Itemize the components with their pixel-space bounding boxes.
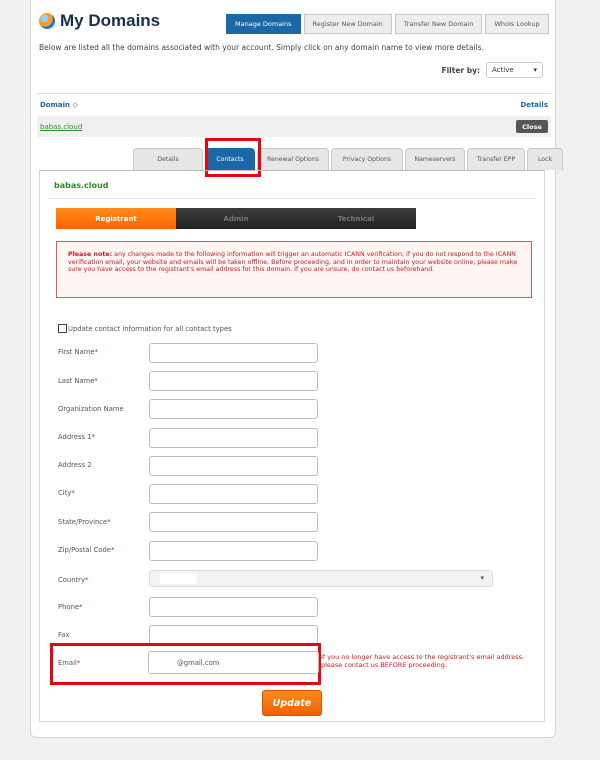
organization-name-label: Organization Name: [58, 405, 124, 413]
fax-label: Fax: [58, 631, 70, 639]
status-filter-value: Active: [492, 66, 514, 74]
state-province-field[interactable]: [149, 512, 318, 532]
tab-transfer-new-domain[interactable]: Transfer New Domain: [395, 14, 483, 34]
email-label: Email*: [58, 659, 81, 667]
notice-emphasis: Please note:: [68, 251, 113, 258]
zip-postal-code-label: Zip/Postal Code*: [58, 546, 115, 554]
domain-link[interactable]: babas.cloud: [40, 122, 83, 131]
contact-type-tabs: [56, 208, 416, 229]
domains-card: [30, 0, 556, 738]
city-field[interactable]: [149, 484, 318, 504]
zip-postal-code-field[interactable]: [149, 541, 318, 561]
update-all-checkbox[interactable]: [58, 324, 67, 333]
organization-name-field[interactable]: [149, 399, 318, 419]
close-button[interactable]: Close: [516, 120, 548, 133]
email-warning: If you no longer have access to the registrant's email address, please contact us BEFORE proceeding.: [321, 653, 525, 669]
tab-transfer-epp[interactable]: Transfer EPP: [467, 148, 525, 170]
globe-icon: [39, 13, 55, 29]
tab-admin[interactable]: Admin: [176, 208, 296, 229]
address-2-label: Address 2: [58, 461, 92, 469]
panel-divider: [48, 198, 536, 199]
status-filter-select[interactable]: [486, 62, 543, 78]
update-all-label: Update contact information for all contact types: [68, 324, 232, 333]
domain-detail-tabs: [133, 148, 563, 170]
page-title: My Domains: [60, 11, 161, 30]
country-label: Country*: [58, 576, 89, 584]
selected-domain-name: babas.cloud: [54, 181, 109, 190]
address-1-field[interactable]: [149, 428, 318, 448]
tab-manage-domains[interactable]: Manage Domains: [226, 14, 301, 34]
tab-details[interactable]: Details: [133, 148, 203, 170]
city-label: City*: [58, 489, 75, 497]
country-value: [160, 573, 197, 584]
last-name-field[interactable]: [149, 371, 318, 391]
state-province-label: State/Province*: [58, 518, 111, 526]
domain-row[interactable]: [37, 116, 551, 137]
domain-table-header: [37, 93, 551, 115]
details-column-header: Details: [520, 100, 548, 109]
chevron-down-icon: ▾: [480, 574, 484, 582]
tab-contacts[interactable]: Contacts: [205, 148, 255, 170]
top-navigation: [226, 14, 549, 34]
phone-label: Phone*: [58, 603, 83, 611]
address-2-field[interactable]: [149, 456, 318, 476]
tab-whois-lookup[interactable]: WhoIs Lookup: [485, 14, 548, 34]
domain-column-header[interactable]: Domain ◇: [40, 100, 78, 109]
update-all-contact-types[interactable]: [58, 324, 232, 333]
intro-text: Below are listed all the domains associated with your account. Simply click on any domain name to view more details.: [39, 43, 484, 52]
page-header: [39, 10, 160, 32]
email-value: @gmail.com: [177, 658, 220, 667]
tab-technical[interactable]: Technical: [296, 208, 416, 229]
phone-field[interactable]: [149, 597, 318, 617]
email-field[interactable]: [148, 651, 319, 674]
tab-privacy-options[interactable]: Privacy Options: [331, 148, 403, 170]
first-name-label: First Name*: [58, 348, 98, 356]
tab-renewal-options[interactable]: Renewal Options: [257, 148, 329, 170]
icann-warning-notice: [56, 241, 532, 298]
tab-registrant[interactable]: Registrant: [56, 208, 176, 229]
update-button[interactable]: Update: [262, 690, 322, 716]
fax-field[interactable]: [149, 625, 318, 645]
filter-label: Filter by:: [441, 65, 480, 75]
tab-register-new-domain[interactable]: Register New Domain: [304, 14, 392, 34]
filter-control: [441, 62, 543, 78]
country-select[interactable]: [149, 570, 493, 587]
last-name-label: Last Name*: [58, 377, 98, 385]
address-1-label: Address 1*: [58, 433, 95, 441]
first-name-field[interactable]: [149, 343, 318, 363]
chevron-down-icon: ▾: [533, 66, 537, 74]
tab-nameservers[interactable]: Nameservers: [405, 148, 465, 170]
contacts-panel: [39, 170, 545, 722]
notice-text: any changes made to the following information will trigger an automatic ICANN verification; if you do not respond to the ICANN verification email, your website and emails will be taken offline. Before proceeding, and in order to maintain your website online, please make sure you have access to the registrant's email address for this domain. If you are unsure, do contact us beforehand.: [68, 251, 518, 274]
tab-lock[interactable]: Lock: [527, 148, 563, 170]
